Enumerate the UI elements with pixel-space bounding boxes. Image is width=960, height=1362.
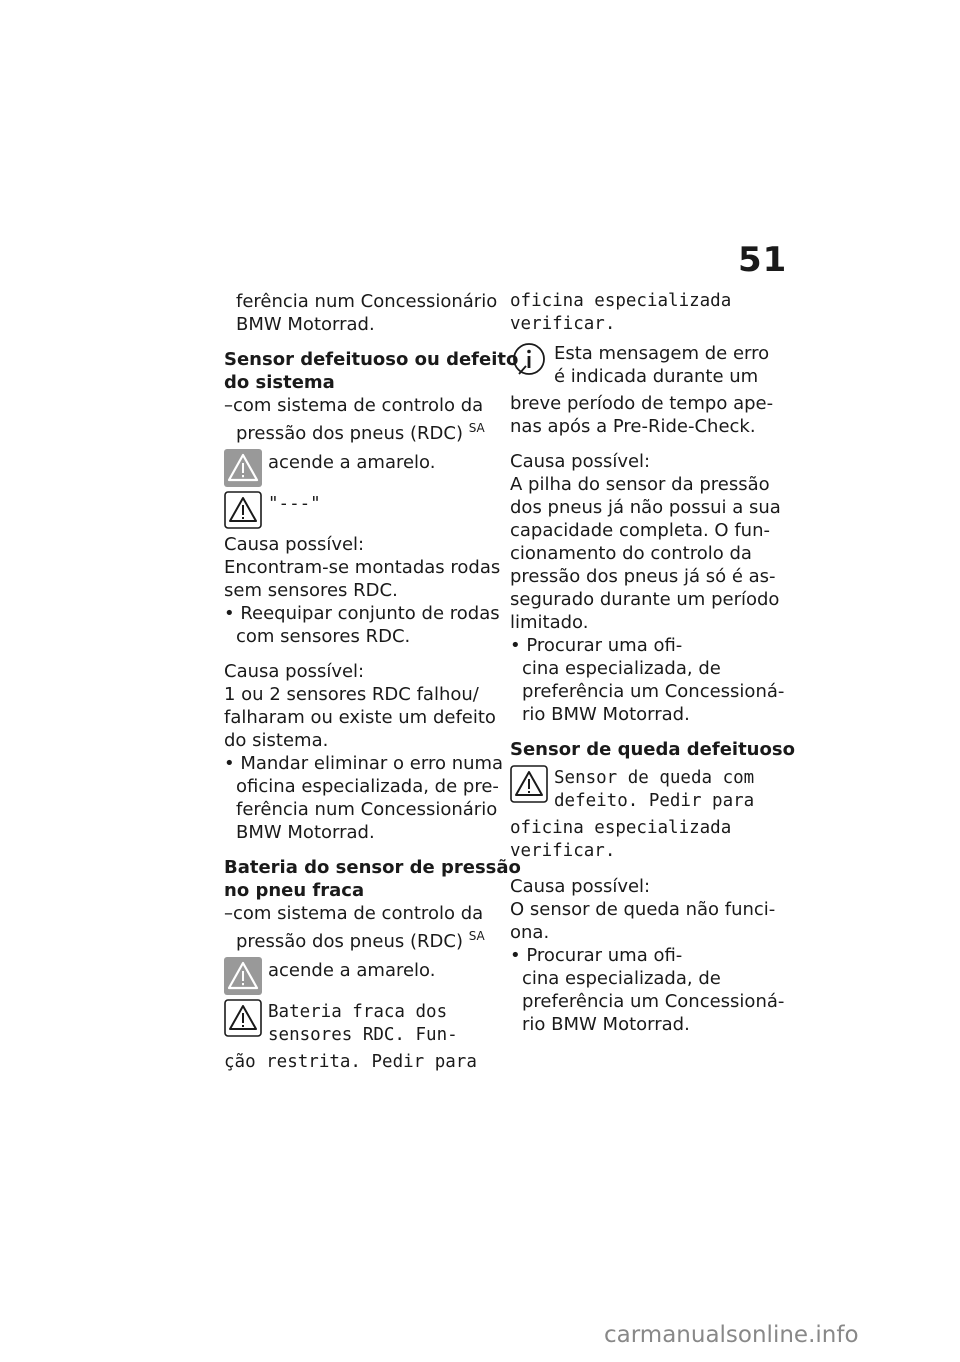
action-bullet: cina especializada, de <box>522 658 721 679</box>
action-bullet: rio BMW Motorrad. <box>522 704 690 725</box>
lamp-text: acende a amarelo. <box>268 452 436 473</box>
cause-text: ona. <box>510 922 550 943</box>
display-text: oficina especializada <box>510 291 732 311</box>
info-row <box>510 340 778 388</box>
cause-text: do sistema. <box>224 730 329 751</box>
info-text: é indicada durante um <box>554 366 759 387</box>
info-icon <box>510 340 548 378</box>
sa-mark: SA <box>468 421 485 435</box>
action-bullet: preferência um Concessioná- <box>522 681 785 702</box>
action-bullet: rio BMW Motorrad. <box>522 1014 690 1035</box>
display-row <box>510 765 778 813</box>
right-column <box>510 290 795 1036</box>
cause-text: sem sensores RDC. <box>224 580 398 601</box>
action-bullet: cina especializada, de <box>522 968 721 989</box>
cause-text: Encontram-se montadas rodas <box>224 557 501 578</box>
display-text: verificar. <box>510 314 616 334</box>
cause-text: falharam ou existe um defeito <box>224 707 496 728</box>
action-bullet: • Procurar uma ofi- <box>510 945 683 966</box>
cause-label: Causa possível: <box>224 661 365 682</box>
cause-text: pressão dos pneus já só é as- <box>510 566 776 587</box>
action-bullet: BMW Motorrad. <box>236 822 375 843</box>
warning-triangle-lamp-icon <box>224 957 262 995</box>
info-text: breve período de tempo ape- <box>510 393 774 414</box>
cause-text: dos pneus já não possui a sua <box>510 497 781 518</box>
cause-text: limitado. <box>510 612 589 633</box>
warning-triangle-display-icon <box>224 999 262 1037</box>
condition-line: –com sistema de controlo da <box>224 395 484 416</box>
watermark: carmanualsonline.info <box>604 1322 859 1348</box>
condition-line: pressão dos pneus (RDC) $^{SA}$ <box>236 421 485 444</box>
action-bullet: • Procurar uma ofi- <box>510 635 683 656</box>
warning-triangle-display-icon <box>224 491 262 529</box>
section-heading: Sensor defeituoso ou defeito <box>224 349 519 370</box>
cause-label: Causa possível: <box>510 451 651 472</box>
section-heading: no pneu fraca <box>224 880 365 901</box>
display-text: Bateria fraca dos <box>268 1002 448 1022</box>
page-number: 51 <box>738 240 788 280</box>
intro-line: ferência num Concessionário <box>236 291 498 312</box>
action-bullet: com sensores RDC. <box>236 626 411 647</box>
left-column <box>224 290 521 1074</box>
display-text: ção restrita. Pedir para <box>224 1052 477 1072</box>
cause-label: Causa possível: <box>224 534 365 555</box>
action-bullet: preferência um Concessioná- <box>522 991 785 1012</box>
display-text: Sensor de queda com <box>554 768 755 788</box>
cause-text: A pilha do sensor da pressão <box>510 474 770 495</box>
action-bullet: • Mandar eliminar o erro numa <box>224 753 504 774</box>
display-text: sensores RDC. Fun- <box>268 1025 458 1045</box>
display-text: "---" <box>268 494 321 514</box>
warning-lamp-row <box>224 449 492 487</box>
action-bullet: ferência num Concessionário <box>236 799 498 820</box>
condition-line: pressão dos pneus (RDC) $^{SA}$ <box>236 929 485 952</box>
action-bullet: • Reequipar conjunto de rodas <box>224 603 500 624</box>
cause-text: cionamento do controlo da <box>510 543 752 564</box>
warning-triangle-display-icon <box>510 765 548 803</box>
display-text: verificar. <box>510 841 616 861</box>
display-text: defeito. Pedir para <box>554 791 755 811</box>
warning-triangle-lamp-icon <box>224 449 262 487</box>
cause-text: segurado durante um período <box>510 589 780 610</box>
action-bullet: oficina especializada, de pre- <box>236 776 499 797</box>
display-row <box>224 491 492 529</box>
lamp-text: acende a amarelo. <box>268 960 436 981</box>
sa-mark: SA <box>468 929 485 943</box>
cause-text: capacidade completa. O fun- <box>510 520 770 541</box>
display-row <box>224 999 492 1047</box>
section-heading: Bateria do sensor de pressão <box>224 857 521 878</box>
intro-line: BMW Motorrad. <box>236 314 375 335</box>
cause-text: O sensor de queda não funci- <box>510 899 776 920</box>
warning-lamp-row <box>224 957 492 995</box>
cause-label: Causa possível: <box>510 876 651 897</box>
condition-line: –com sistema de controlo da <box>224 903 484 924</box>
info-text: Esta mensagem de erro <box>554 343 770 364</box>
section-heading: do sistema <box>224 372 335 393</box>
display-text: oficina especializada <box>510 818 732 838</box>
cause-text: 1 ou 2 sensores RDC falhou/ <box>224 684 479 705</box>
section-heading: Sensor de queda defeituoso <box>510 739 795 760</box>
info-text: nas após a Pre-Ride-Check. <box>510 416 756 437</box>
